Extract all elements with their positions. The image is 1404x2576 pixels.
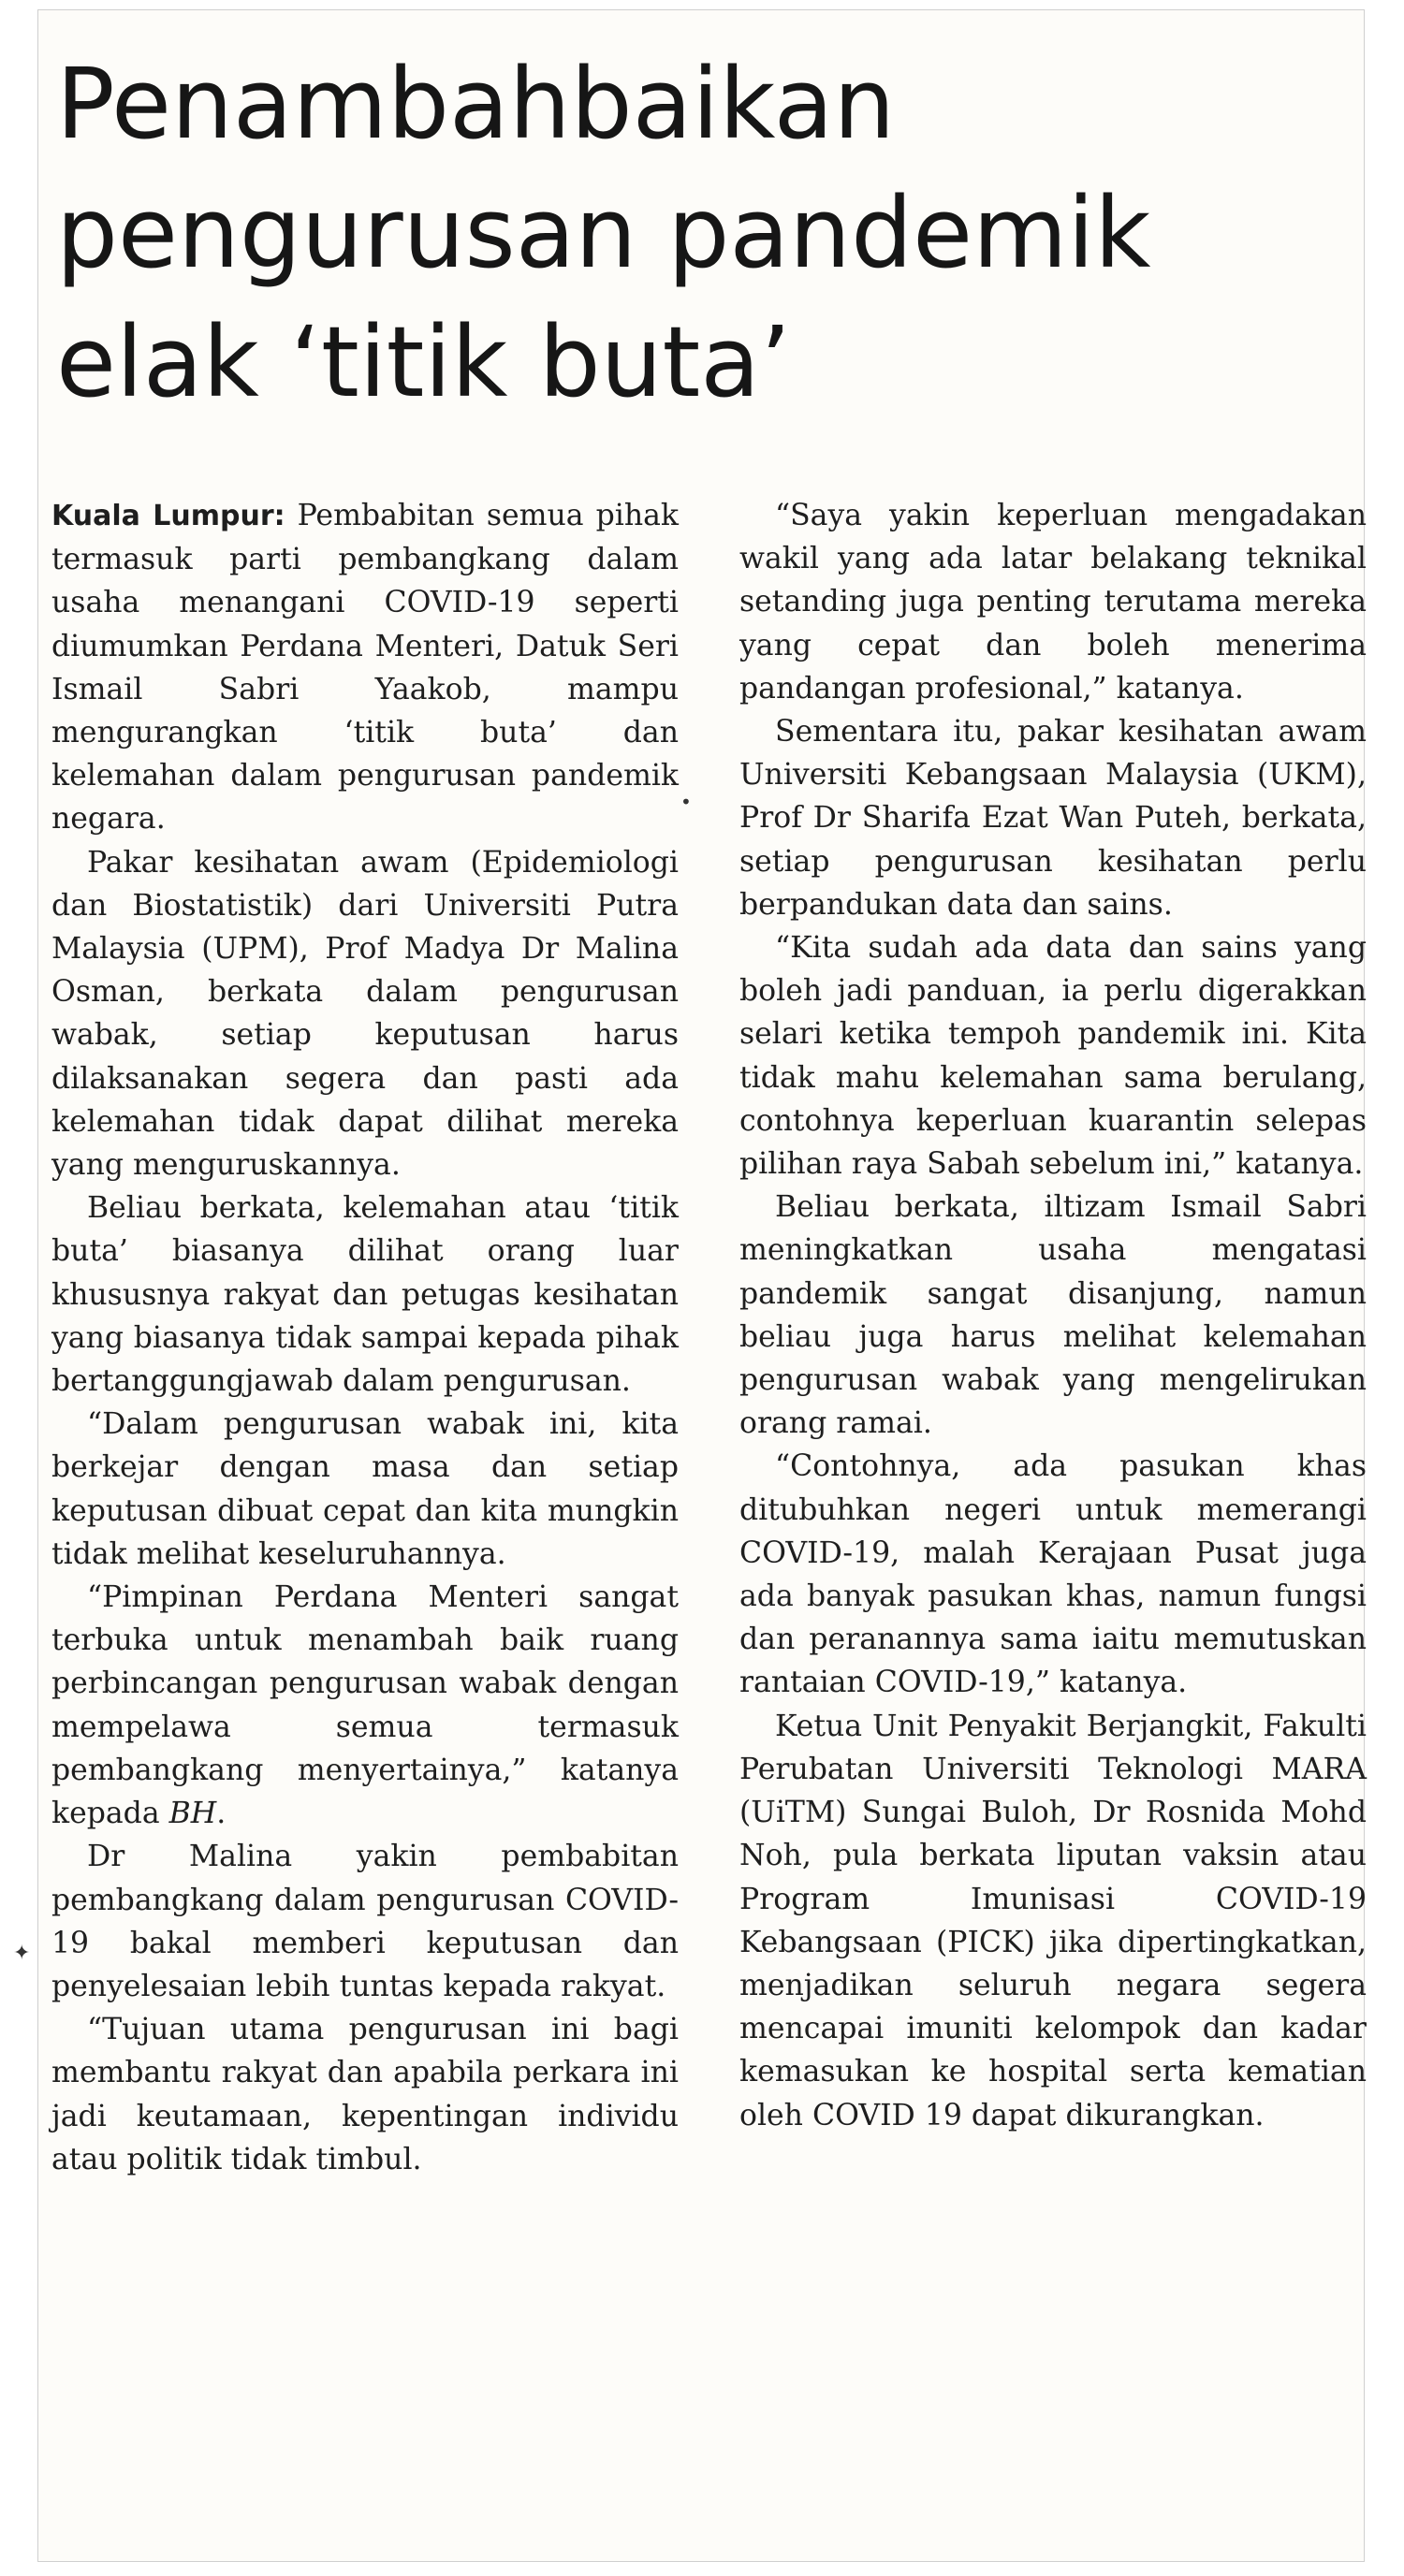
paragraph: Beliau berkata, kelemahan atau ‘titik buta’ biasanya dilihat orang luar khususnya rakyat dan petugas kesihatan yang biasanya tidak sampai kepada pihak bertanggungjawab dalam pengurusan. <box>51 1191 679 1399</box>
paragraph: Sementara itu, pakar kesihatan awam Universiti Kebangsaan Malaysia (UKM), Prof Dr Sharifa Ezat Wan Puteh, berkata, setiap pengurusan kesihatan perlu berpandukan data dan sains. <box>739 715 1367 922</box>
headline-line-3: elak ‘titik buta’ <box>56 305 792 419</box>
paragraph: “Kita sudah ada data dan sains yang boleh jadi panduan, ia perlu digerakkan selari ketika tempoh pandemik ini. Kita tidak mahu kelemahan sama berulang, contohnya keperluan kuarantin selepas pilihan raya Sabah sebelum ini,” katanya. <box>739 931 1367 1182</box>
print-mark-dot-icon: • <box>680 791 692 813</box>
right-column <box>739 494 1367 2137</box>
left-column <box>51 494 679 2181</box>
headline-line-2: pengurusan pandemik <box>56 176 1151 290</box>
headline <box>56 39 1348 427</box>
paragraph-end: . <box>216 1797 227 1831</box>
paragraph: Ketua Unit Penyakit Berjangkit, Fakulti Perubatan Universiti Teknologi MARA (UiTM) Sungai Buloh, Dr Rosnida Mohd Noh, pula berkata liputan vaksin atau Program Imunisasi COVID-19 Kebangsaan (PICK) jika dipertingkatkan, menjadikan seluruh negara segera mencapai imuniti kelompok dan kadar kemasukan ke hospital serta kematian oleh COVID 19 dapat dikurangkan. <box>739 1709 1367 2132</box>
print-mark-star-icon: ✦ <box>13 1942 31 1965</box>
paragraph-text: “Pimpinan Perdana Menteri sangat terbuka untuk menambah baik ruang perbincangan pengurusan wabak dengan mempelawa semua termasuk pembangkang menyertainya,” katanya kepada <box>51 1580 679 1831</box>
paragraph <box>51 1576 679 1835</box>
paragraph: Dr Malina yakin pembabitan pembangkang dalam pengurusan COVID-19 bakal memberi keputusan dan penyelesaian lebih tuntas kepada rakyat. <box>51 1840 679 2003</box>
paragraph <box>51 494 679 841</box>
newspaper-name: BH <box>168 1797 217 1831</box>
paragraph: Beliau berkata, iltizam Ismail Sabri meningkatkan usaha mengatasi pandemik sangat disanjung, namun beliau juga harus melihat kelemahan pengurusan wabak yang mengelirukan orang ramai. <box>739 1190 1367 1441</box>
dateline: Kuala Lumpur: <box>51 500 285 532</box>
headline-line-1: Penambahbaikan <box>56 47 896 161</box>
paragraph: Pakar kesihatan awam (Epidemiologi dan Biostatistik) dari Universiti Putra Malaysia (UPM), Prof Madya Dr Malina Osman, berkata dalam pengurusan wabak, setiap keputusan harus dilaksanakan segera dan pasti ada kelemahan tidak dapat dilihat mereka yang menguruskannya. <box>51 845 679 1183</box>
paragraph: “Saya yakin keperluan mengadakan wakil yang ada latar belakang teknikal setanding juga penting terutama mereka yang cepat dan boleh menerima pandangan profesional,” katanya. <box>739 499 1367 706</box>
paragraph: “Contohnya, ada pasukan khas ditubuhkan negeri untuk memerangi COVID-19, malah Kerajaan Pusat juga ada banyak pasukan khas, namun fungsi dan peranannya sama iaitu memutuskan rantaian COVID-19,” katanya. <box>739 1449 1367 1700</box>
paragraph: “Tujuan utama pengurusan ini bagi membantu rakyat dan apabila perkara ini jadi keutamaan, kepentingan individu atau politik tidak timbul. <box>51 2013 679 2176</box>
paragraph-text: Pembabitan semua pihak termasuk parti pembangkang dalam usaha menangani COVID-19 seperti diumumkan Perdana Menteri, Datuk Seri Ismail Sabri Yaakob, mampu mengurangkan ‘titik buta’ dan kelemahan dalam pengurusan pandemik negara. <box>51 499 679 837</box>
paragraph: “Dalam pengurusan wabak ini, kita berkejar dengan masa dan setiap keputusan dibuat cepat dan kita mungkin tidak melihat keseluruhannya. <box>51 1407 679 1571</box>
